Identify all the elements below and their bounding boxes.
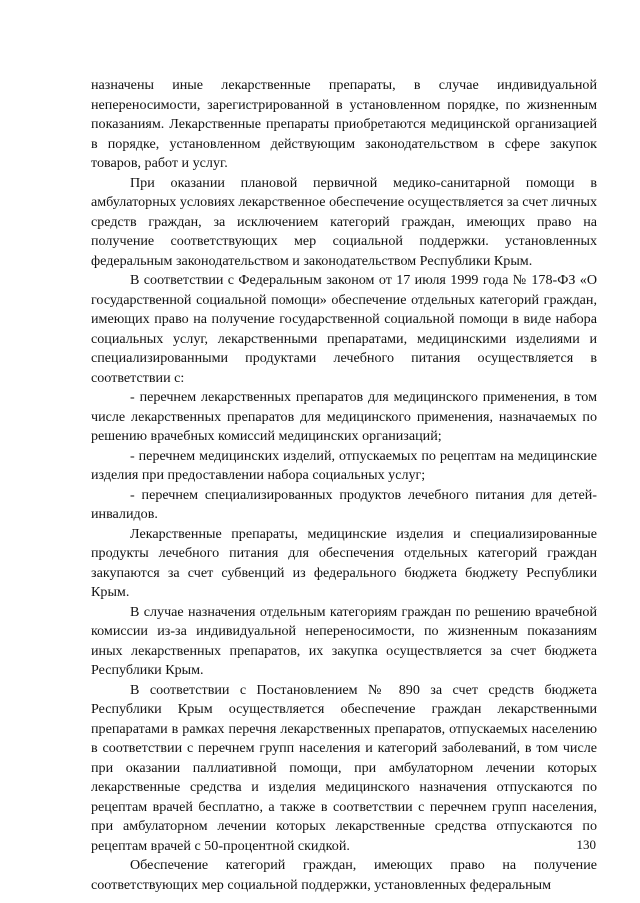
paragraph-7: Обеспечение категорий граждан, имеющих право на получение соответствующих мер социальной поддержки, установленных федеральным — [91, 857, 597, 893]
paragraph-3: В соответствии с Федеральным законом от 17 июля 1999 года № 178-ФЗ «О государственной социальной помощи» обеспечение отдельных категорий граждан, имеющих право на получение государственной социальной помощи в виде набора социальных услуг, лекарственными препаратами, медицинскими изделиями и специализированными продуктами лечебного питания осуществляется в соответствии с: — [91, 272, 597, 386]
list-item-3: - перечнем специализированных продуктов лечебного питания для детей-инвалидов. — [91, 486, 597, 522]
list-item-1: - перечнем лекарственных препаратов для медицинского применения, в том числе лекарственных препаратов для медицинского применения, назначаемых по решению врачебных комиссий медицинских организаций; — [91, 389, 597, 444]
paragraph-4: Лекарственные препараты, медицинские изделия и специализированные продукты лечебного питания для обеспечения отдельных категорий граждан закупаются за счет субвенций из федерального бюджета бюджету Республики Крым. — [91, 525, 597, 600]
paragraph-2: При оказании плановой первичной медико-санитарной помощи в амбулаторных условиях лекарственное обеспечение осуществляется за счет личных средств граждан, за исключением категорий граждан, имеющих право на получение соответствующих мер социальной поддержки. установленных федеральным законодательством и законодательством Республики Крым. — [91, 174, 597, 269]
list-item-2: - перечнем медицинских изделий, отпускаемых по рецептам на медицинские изделия при предоставлении набора социальных услуг; — [91, 447, 597, 483]
paragraph-1: назначены иные лекарственные препараты, в случае индивидуальной непереносимости, зарегистрированной в установленном порядке, по жизненным показаниям. Лекарственные препараты приобретаются медицинской организацией в порядке, установленном действующим законодательством в сфере закупок товаров, работ и услуг. — [91, 77, 597, 171]
paragraph-6: В соответствии с Постановлением № 890 за счет средств бюджета Республики Крым осуществляется обеспечение граждан лекарственными препаратами в рамках перечня лекарственных препаратов, отпускаемых населению в соответствии с перечнем групп населения и категорий заболеваний, в том числе при оказании паллиативной помощи, при амбулаторном лечении которых лекарственные средства и изделия медицинского назначения отпускаются по рецептам врачей бесплатно, а также в соответствии с перечнем групп населения, при амбулаторном лечении которых лекарственные средства отпускаются по рецептам врачей с 50-процентной скидкой. — [91, 681, 597, 854]
page-number: 130 — [576, 837, 596, 852]
document-body — [91, 76, 597, 895]
paragraph-5: В случае назначения отдельным категориям граждан по решению врачебной комиссии из-за индивидуальной непереносимости, по жизненным показаниям иных лекарственных препаратов, их закупка осуществляется за счет бюджета Республики Крым. — [91, 603, 597, 678]
